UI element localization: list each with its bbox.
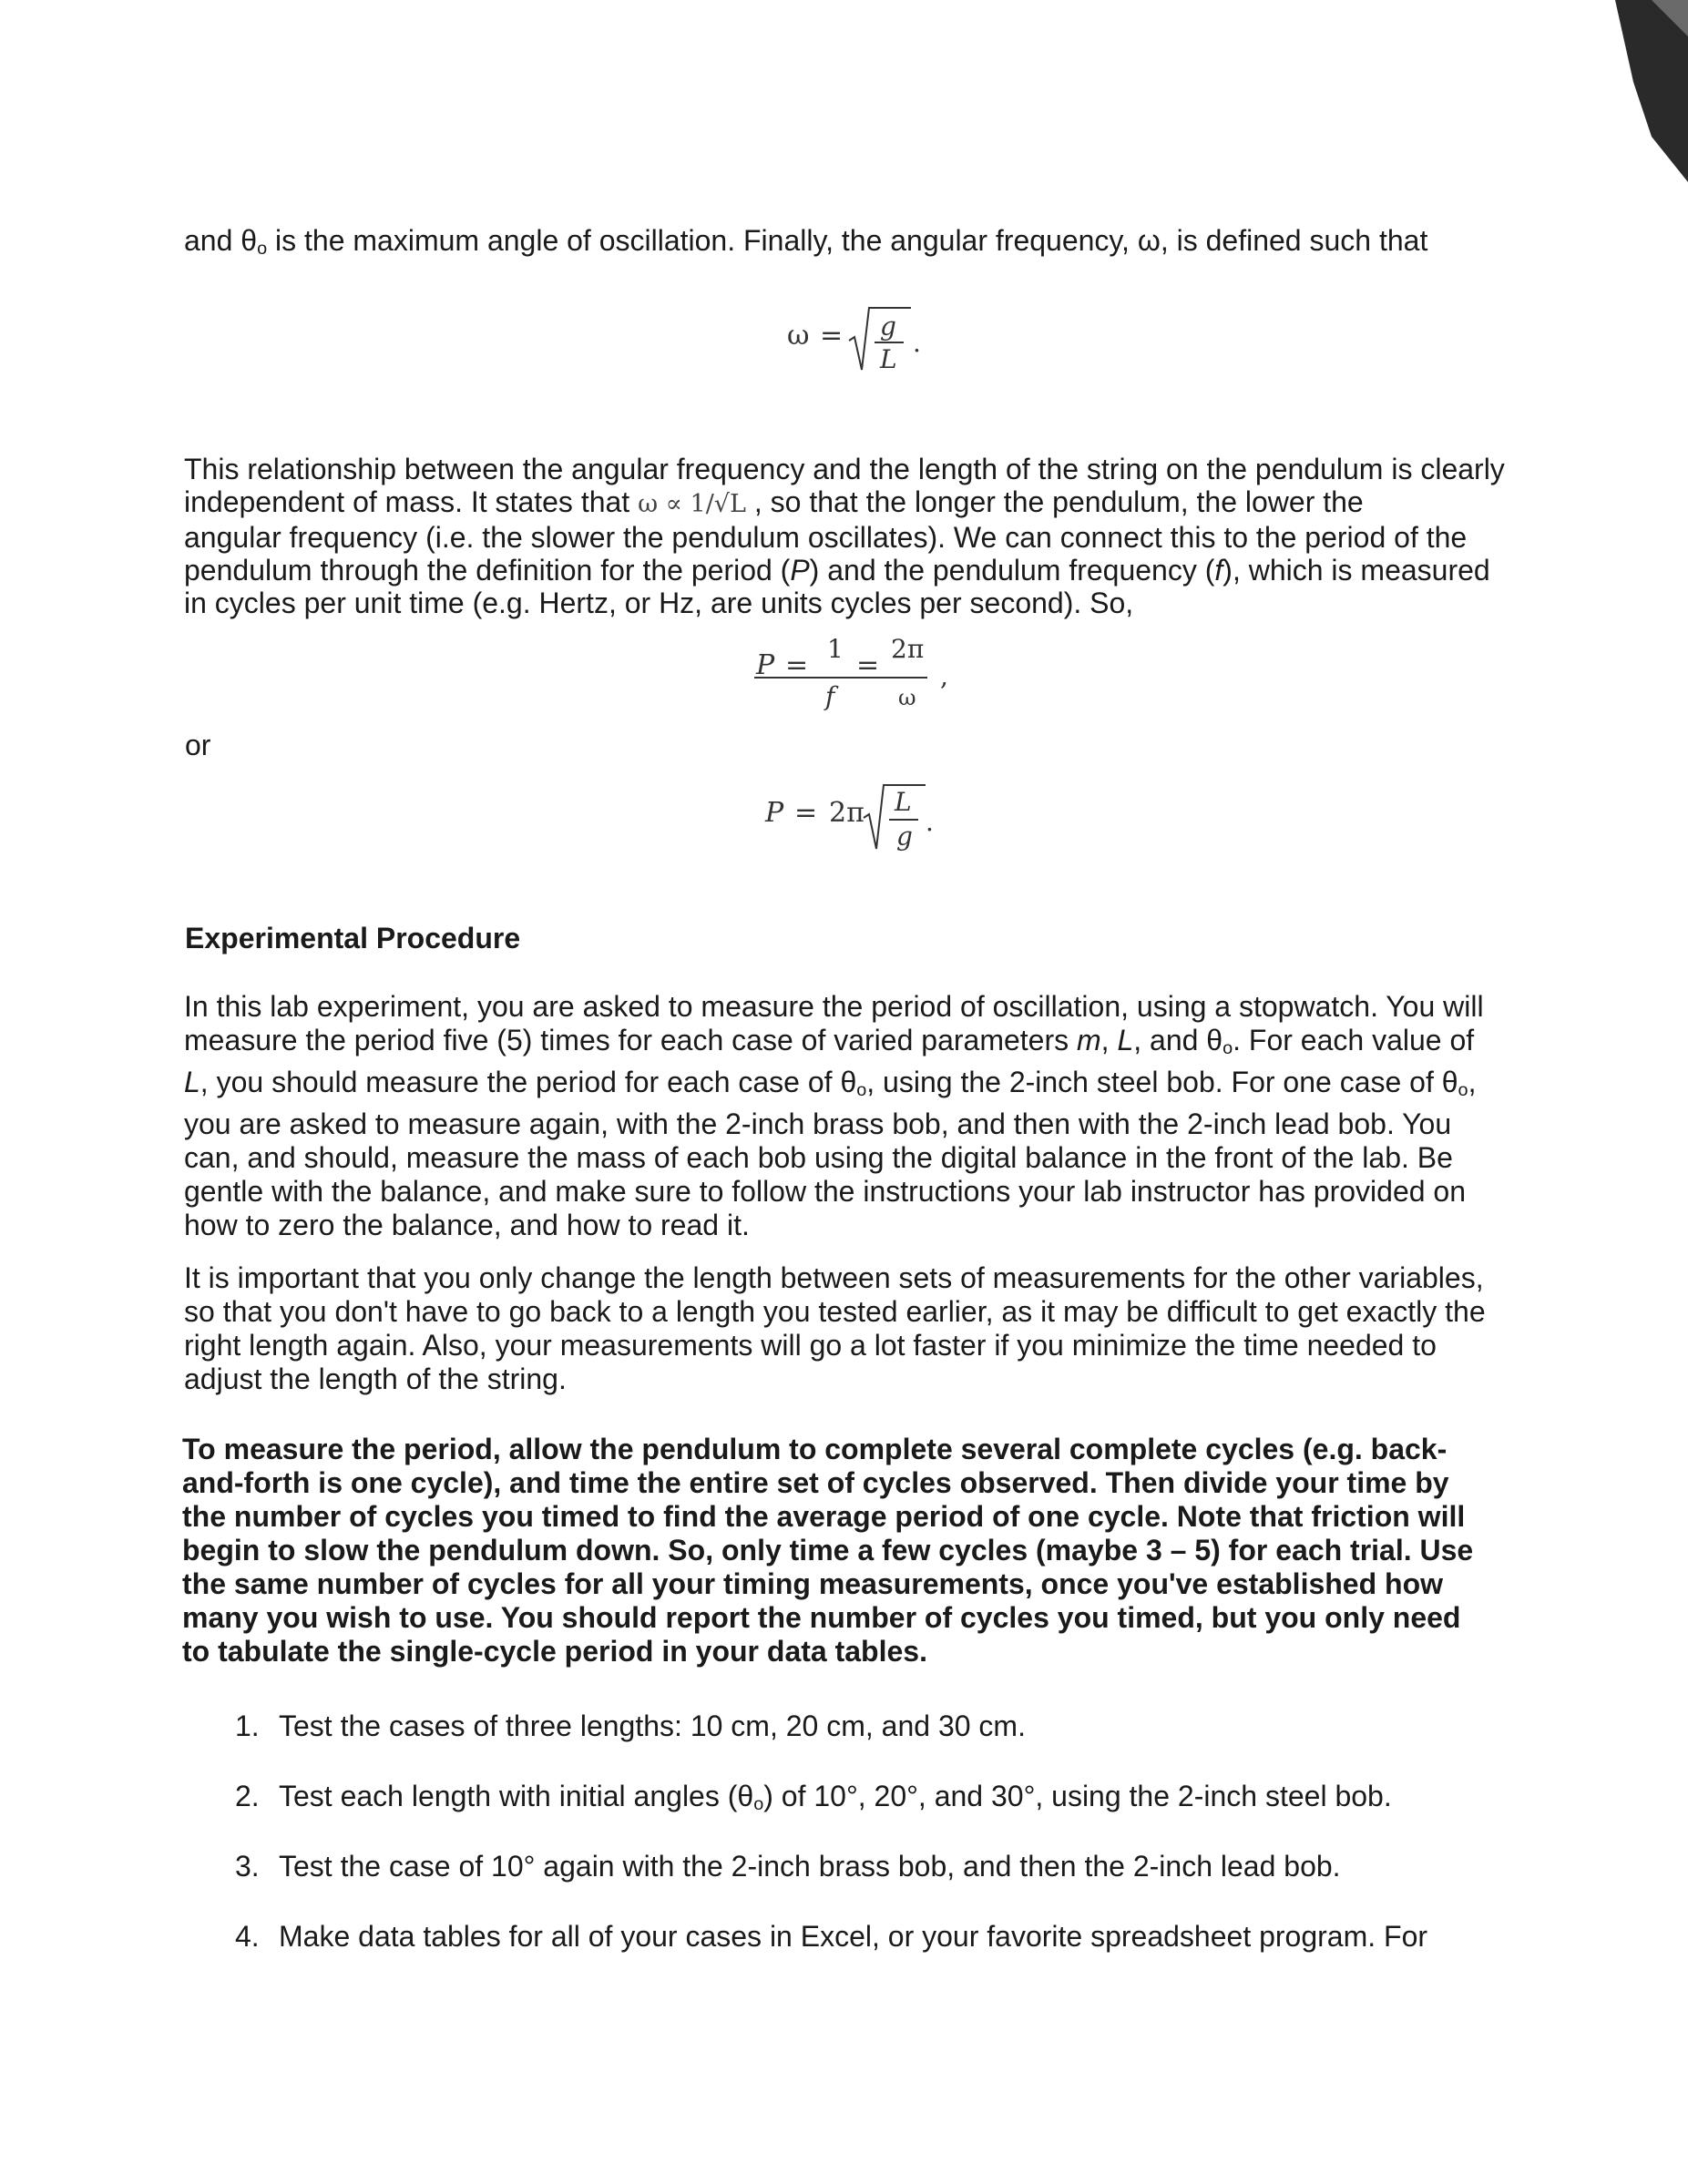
scan-corner-shadow: [1597, 0, 1688, 182]
para4-line7: to tabulate the single-cycle period in your data tables.: [182, 1635, 927, 1668]
eq2-omega: ω: [898, 685, 916, 710]
para1-line1: This relationship between the angular frequency and the length of the string on the pendulum is clearly: [184, 453, 1505, 485]
equation-period-length: [763, 774, 964, 879]
para2-line2: measure the period five (5) times for each case of varied parameters m, L, and $\theta_o$. For each value of: [184, 1024, 1475, 1058]
para3-line3: right length again. Also, your measurements will go a lot faster if you minimize the time needed to: [184, 1329, 1437, 1362]
eq2-equals-2: =: [856, 649, 880, 681]
paragraph-procedure: [184, 990, 1523, 1242]
paragraph-length-advice: [184, 1261, 1523, 1396]
para4-line4: begin to slow the pendulum down. So, only time a few cycles (maybe 3 – 5) for each trial. Use: [182, 1534, 1474, 1567]
para2-line3: L, you should measure the period for each case of $\theta_o$, using the 2-inch steel bob. For one case of $\theta_o$,: [184, 1065, 1477, 1100]
list-item: 3. Test the case of 10° again with the 2-inch brass bob, and then the 2-inch lead bob.: [235, 1850, 1341, 1883]
equation-period-frequency: [754, 628, 964, 724]
eq1-equals: =: [820, 320, 844, 352]
equation-omega: [783, 301, 920, 405]
para2-line4: you are asked to measure again, with the 2-inch brass bob, and then with the 2-inch lead bob. You: [184, 1107, 1452, 1140]
para4-line6: many you wish to use. You should report the number of cycles you timed, but you only need: [182, 1601, 1461, 1634]
eq1-lhs: ω: [787, 320, 810, 352]
eq3-period: .: [926, 807, 934, 837]
proportional-expression: ω ∝ 1/√L: [638, 490, 746, 518]
para2-line7: how to zero the balance, and how to read it.: [184, 1208, 750, 1241]
para3-line1: It is important that you only change the length between sets of measurements for the other variables,: [184, 1261, 1484, 1294]
paragraph-timing-instructions: [182, 1433, 1530, 1669]
eq2-P: P: [756, 649, 775, 681]
eq2-equals-1: =: [785, 649, 809, 681]
intro-line: and $\theta_o$ is the maximum angle of oscillation. Finally, the angular frequency, ω, is defined such that: [184, 224, 1428, 259]
para2-line5: can, and should, measure the mass of each bob using the digital balance in the front of the lab. Be: [184, 1140, 1453, 1174]
para3-line2: so that you don't have to go back to a length you tested earlier, as it may be difficult to get exactly the: [184, 1295, 1486, 1328]
eq1-numerator: g: [880, 311, 896, 342]
eq2-twopi: 2π: [891, 634, 925, 664]
paragraph-angular-frequency: [184, 453, 1523, 619]
eq2-one: 1: [827, 634, 844, 664]
para4-line2: and-forth is one cycle), and time the entire set of cycles observed. Then divide your time by: [182, 1466, 1449, 1499]
eq2-f: f: [825, 681, 835, 711]
eq1-period: .: [913, 328, 921, 358]
para1-line2: independent of mass. It states that ω ∝ 1/√L , so that the longer the pendulum, the lower the: [184, 485, 1364, 518]
list-item: 2. Test each length with initial angles $(\theta_o)$ of 10°, 20°, and 30°, using the 2-inch steel bob.: [235, 1780, 1392, 1814]
eq2-comma: ,: [940, 661, 948, 691]
para4-line1: To measure the period, allow the pendulum to complete several complete cycles (e.g. back-: [182, 1433, 1448, 1465]
para4-line3: the number of cycles you timed to find the average period of one cycle. Note that friction will: [182, 1500, 1466, 1533]
para1-line3: angular frequency (i.e. the slower the pendulum oscillates). We can connect this to the period of the: [184, 521, 1468, 554]
eq3-denominator: g: [896, 822, 913, 852]
list-item: 1. Test the cases of three lengths: 10 cm, 20 cm, and 30 cm.: [235, 1709, 1026, 1742]
eq3-twopi: 2π: [829, 797, 864, 829]
or-text: or: [185, 729, 211, 761]
eq1-denominator: L: [880, 344, 897, 374]
para3-line4: adjust the length of the string.: [184, 1362, 567, 1395]
para2-line6: gentle with the balance, and make sure to follow the instructions your lab instructor has provided on: [184, 1174, 1467, 1208]
section-heading: Experimental Procedure: [185, 922, 521, 954]
para2-line1: In this lab experiment, you are asked to measure the period of oscillation, using a stopwatch. You will: [184, 990, 1484, 1023]
eq3-P: P: [765, 797, 784, 829]
eq3-numerator: L: [895, 787, 912, 817]
para1-line4: pendulum through the definition for the period (P) and the pendulum frequency (f), which is measured: [184, 554, 1490, 587]
list-item: 4. Make data tables for all of your cases in Excel, or your favorite spreadsheet program. For: [235, 1920, 1428, 1953]
para4-line5: the same number of cycles for all your timing measurements, once you've established how: [182, 1567, 1444, 1600]
para1-line5: in cycles per unit time (e.g. Hertz, or Hz, are units cycles per second). So,: [184, 587, 1134, 619]
eq3-equals: =: [794, 797, 818, 829]
